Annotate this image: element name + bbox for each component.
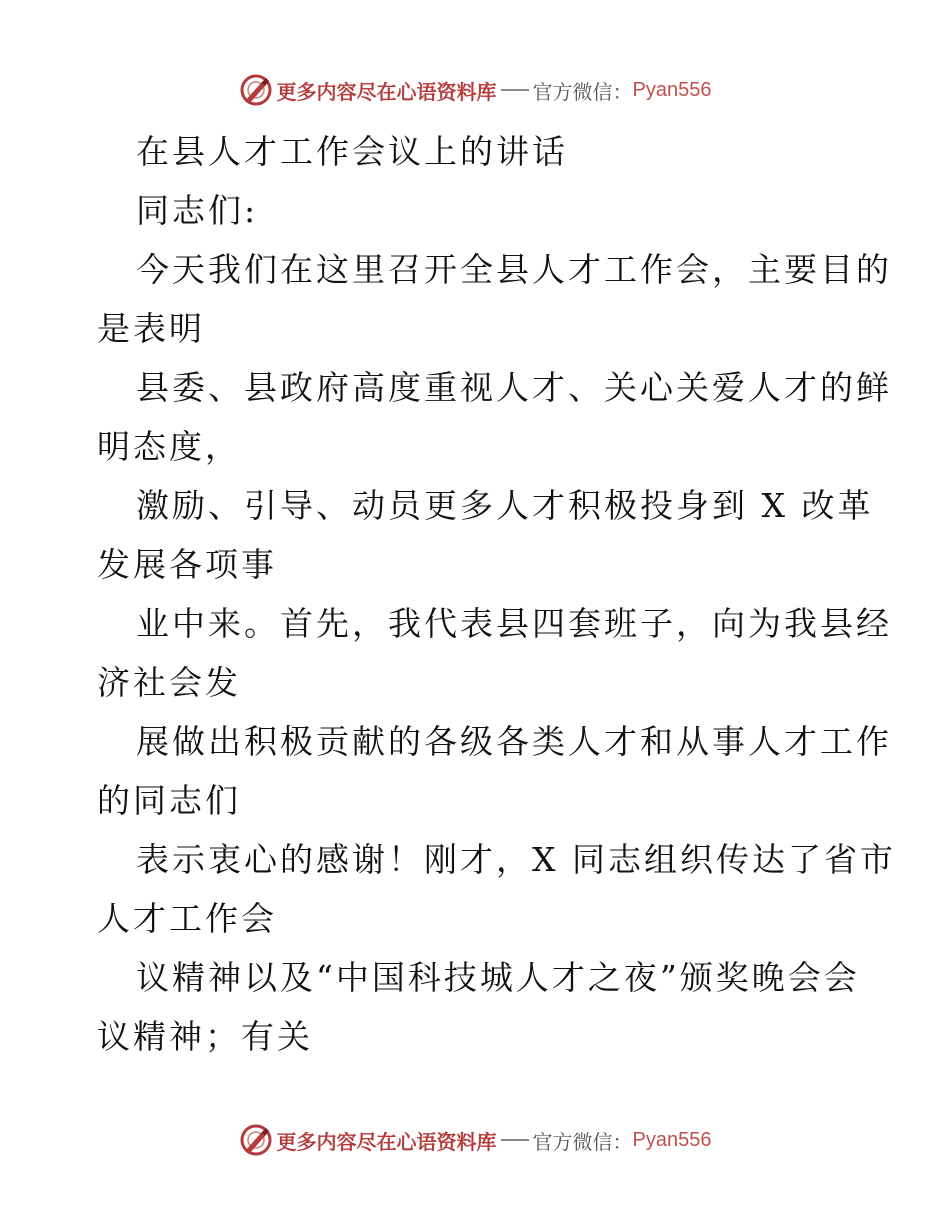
text-line: 今天我们在这里召开全县人才工作会，主要目的 xyxy=(136,250,892,289)
wechat-id: Pyan556 xyxy=(632,78,712,101)
header-banner xyxy=(0,70,950,110)
text-line: 业中来。首先，我代表县四套班子，向为我县经 xyxy=(136,604,892,643)
text-line: 激励、引导、动员更多人才积极投身到 X 改革 xyxy=(136,486,874,525)
text-line: 济社会发 xyxy=(97,663,241,702)
text-line: 明态度， xyxy=(97,427,241,466)
pen-circle-logo-icon xyxy=(239,73,273,107)
banner-text: 更多内容尽在心语资料库 xyxy=(276,79,497,104)
text-line: 同志们: xyxy=(136,191,259,230)
text-line: 展做出积极贡献的各级各类人才和从事人才工作 xyxy=(136,722,892,761)
text-line: 表示衷心的感谢！刚才，X 同志组织传达了省市 xyxy=(136,840,896,879)
text-line: 的同志们 xyxy=(97,781,241,820)
text-line: 议精神以及“中国科技城人才之夜”颁奖晚会会 xyxy=(136,958,860,997)
text-line: 是表明 xyxy=(97,309,205,348)
text-line: 发展各项事 xyxy=(97,545,277,584)
document-title: 在县人才工作会议上的讲话 xyxy=(136,132,568,171)
banner-dash xyxy=(501,89,529,91)
banner-text: 更多内容尽在心语资料库 xyxy=(276,1129,497,1154)
wechat-label: 官方微信： xyxy=(532,79,633,104)
wechat-id: Pyan556 xyxy=(632,1128,712,1151)
wechat-label: 官方微信： xyxy=(532,1129,633,1154)
document-body xyxy=(97,122,896,1066)
pen-circle-logo-icon xyxy=(239,1123,273,1157)
text-line: 人才工作会 xyxy=(97,899,277,938)
footer-banner xyxy=(0,1120,950,1160)
banner-dash xyxy=(501,1139,529,1141)
text-line: 议精神；有关 xyxy=(97,1017,313,1056)
text-line: 县委、县政府高度重视人才、关心关爱人才的鲜 xyxy=(136,368,892,407)
